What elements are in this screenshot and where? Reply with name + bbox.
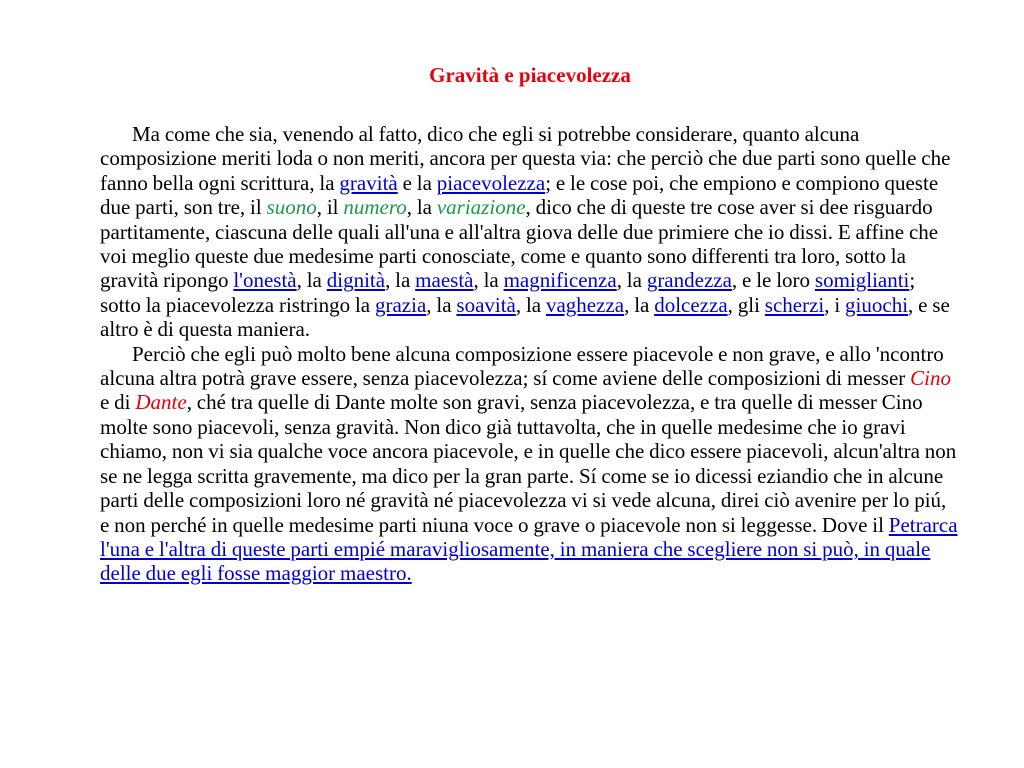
term-suono: suono (266, 195, 317, 220)
term-cino: Cino (910, 366, 951, 391)
term-variazione: variazione (436, 195, 526, 220)
link-petrarca[interactable]: Petrarca l'una e l'altra di queste parti empié maravigliosamente, in maniera che scegliere non si può, in quale delle due egli fosse maggior maestro. (100, 512, 958, 586)
link-magnificenza[interactable]: magnificenza (503, 268, 617, 293)
link-gravita[interactable]: gravità (339, 170, 398, 195)
text-run: , e le loro (731, 268, 815, 293)
link-onesta[interactable]: l'onestà (233, 268, 297, 293)
text-run: , e se altro è di questa maniera. (100, 292, 950, 342)
text-run: e la (397, 170, 437, 195)
text-run: , la (616, 268, 647, 293)
text-run: , dico che di queste tre cose aver si dee risguardo partitamente, ciascuna delle quali all'una e all'altra giova delle due primiere che io dissi. E affine che voi meglio queste due medesime parti conosciate, come e quanto sono differenti tra loro, sotto la gravità ripongo (100, 195, 939, 293)
term-dante: Dante (135, 390, 187, 415)
paragraph-1 (100, 122, 960, 342)
text-run: Perciò che egli può molto bene alcuna composizione essere piacevole e non grave, e allo 'ncontro alcuna altra potrà grave essere, senza piacevolezza; sí come aviene delle composizioni di messer (100, 341, 944, 391)
link-dignita[interactable]: dignità (326, 268, 386, 293)
text-run: , i (824, 292, 846, 317)
link-giuochi[interactable]: giuochi (845, 292, 909, 317)
paragraph-2 (100, 342, 960, 586)
text-run: , la (296, 268, 327, 293)
text-run: , la (385, 268, 416, 293)
text-run: , la (426, 292, 457, 317)
link-grandezza[interactable]: grandezza (646, 268, 732, 293)
link-scherzi[interactable]: scherzi (764, 292, 825, 317)
link-soavita[interactable]: soavità (456, 292, 516, 317)
text-run: , la (515, 292, 546, 317)
page-title: Gravità e piacevolezza (429, 63, 631, 87)
term-numero: numero (343, 195, 407, 220)
text-run: ; e le cose poi, che empiono e compiono queste due parti, son tre, il (100, 170, 939, 220)
text-run: , gli (727, 292, 765, 317)
text-run: ; sotto la piacevolezza ristringo la (100, 268, 916, 317)
link-somiglianti[interactable]: somiglianti (814, 268, 910, 293)
link-grazia[interactable]: grazia (374, 292, 427, 317)
text-run: Ma come che sia, venendo al fatto, dico che egli si potrebbe considerare, quanto alcuna composizione meriti loda o non meriti, ancora per questa via: che perciò che due parti sono quelle che fanno bella ogni scrittura, la (100, 122, 951, 195)
link-maesta[interactable]: maestà (415, 268, 474, 293)
document-page (100, 62, 960, 586)
text-run: e di (100, 390, 136, 415)
text-run: , la (624, 292, 655, 317)
link-vaghezza[interactable]: vaghezza (545, 292, 625, 317)
link-piacevolezza[interactable]: piacevolezza (436, 170, 546, 195)
text-run: , la (406, 195, 437, 220)
link-dolcezza[interactable]: dolcezza (654, 292, 728, 317)
text-run: , il (316, 195, 344, 220)
text-run: , la (473, 268, 504, 293)
text-run: , ché tra quelle di Dante molte son gravi, senza piacevolezza, e tra quelle di messer Cino molte sono piacevoli, senza gravità. Non dico già tuttavolta, che in quelle medesime che io gravi chiamo, non vi sia qualche voce ancora piacevole, e in quelle che dico essere piacevoli, alcun'altra non se ne legga scritta gravemente, ma dico per la gran parte. Sí come se io dicessi eziandio che in alcune parti delle composizioni loro né gravità né piacevolezza vi si vede alcuna, direi ciò avenire per lo piú, e non perché in quelle medesime parti niuna voce o grave o piacevole non si leggesse. Dove il (100, 390, 957, 537)
